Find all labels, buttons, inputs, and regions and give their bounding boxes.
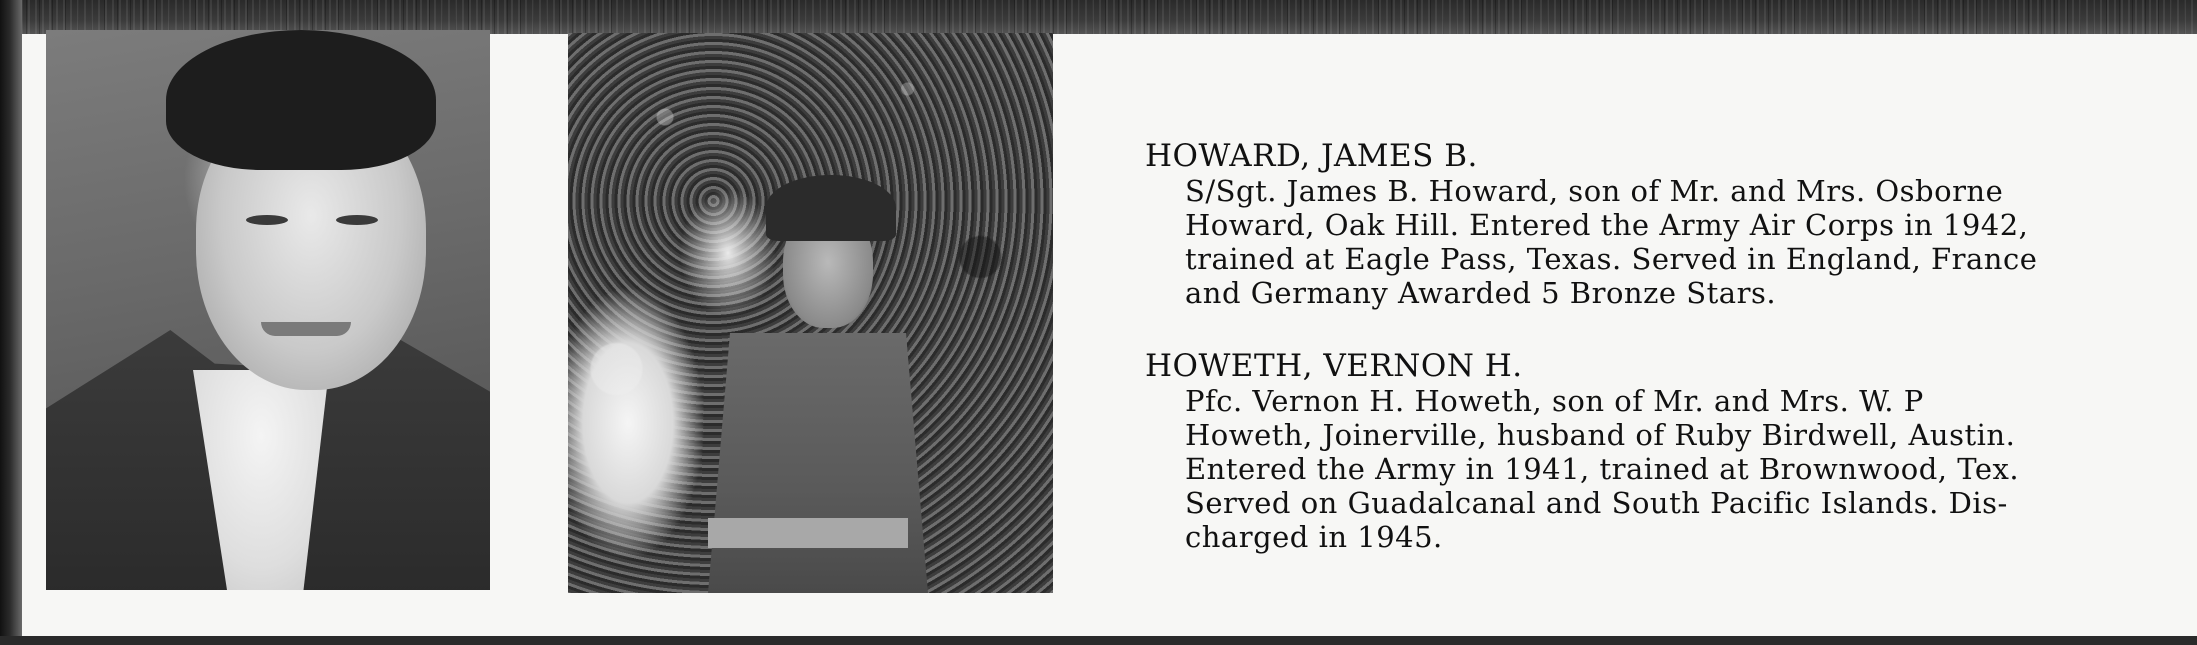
entry-body	[1185, 174, 2155, 310]
body-line: S/Sgt. James B. Howard, son of Mr. and Mrs. Osborne	[1185, 174, 2004, 208]
portrait-photo-howard	[46, 30, 490, 590]
right-eye	[336, 215, 378, 225]
body-line: Howeth, Joinerville, husband of Ruby Birdwell, Austin.	[1185, 418, 2016, 452]
mouth	[261, 322, 351, 336]
entry-body	[1185, 384, 2155, 554]
biography-text	[1145, 138, 2155, 592]
entry-howard	[1145, 138, 2155, 310]
scan-left-edge	[0, 0, 22, 645]
military-cap	[766, 175, 896, 241]
scan-noise	[0, 0, 2197, 34]
uniform	[708, 333, 928, 593]
hair	[166, 30, 436, 170]
entry-name: HOWARD, JAMES B.	[1145, 138, 1478, 174]
body-line: Entered the Army in 1941, trained at Brownwood, Tex.	[1185, 452, 2020, 486]
scan-bottom-edge	[0, 636, 2197, 645]
body-line: Howard, Oak Hill. Entered the Army Air Corps in 1942,	[1185, 208, 2029, 242]
body-line: trained at Eagle Pass, Texas. Served in England, France	[1185, 242, 2038, 276]
body-line: and Germany Awarded 5 Bronze Stars.	[1185, 276, 1777, 310]
entry-howeth	[1145, 348, 2155, 554]
body-line: Served on Guadalcanal and South Pacific Islands. Dis-	[1185, 486, 2008, 520]
left-eye	[246, 215, 288, 225]
soldier-photo-howeth	[568, 33, 1053, 593]
body-line: Pfc. Vernon H. Howeth, son of Mr. and Mrs. W. P	[1185, 384, 1924, 418]
body-line: charged in 1945.	[1185, 520, 1443, 554]
belt	[708, 518, 908, 548]
entry-name: HOWETH, VERNON H.	[1145, 348, 1523, 384]
scan-top-edge	[0, 0, 2197, 34]
